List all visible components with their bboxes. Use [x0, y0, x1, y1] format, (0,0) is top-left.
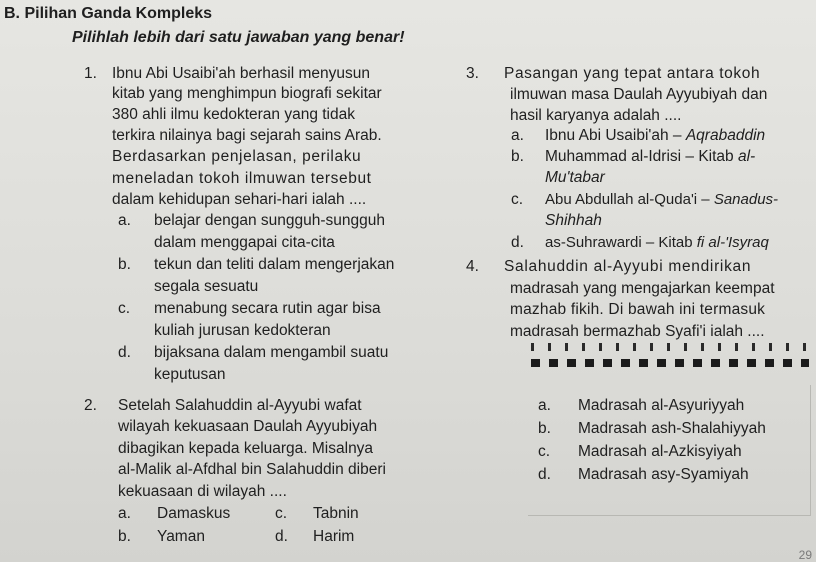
- section-title: B. Pilihan Ganda Kompleks: [4, 5, 213, 22]
- option-c-text-cont: Shihhah: [545, 212, 602, 229]
- instruction: Pilihlah lebih dari satu jawaban yang benar!: [72, 29, 405, 46]
- option-c-line: kuliah jurusan kedokteran: [154, 322, 331, 339]
- option-key: b.: [538, 420, 551, 437]
- option-key: c.: [275, 505, 288, 522]
- option-key: c.: [118, 300, 131, 317]
- option-key: d.: [275, 528, 288, 545]
- option-a-text: Ibnu Abi Usaibi'ah – Aqrabaddin: [545, 127, 766, 144]
- question-line: hasil karyanya adalah ....: [510, 107, 682, 124]
- question-line: wilayah kekuasaan Daulah Ayyubiyah: [118, 418, 378, 435]
- question-line: Salahuddin al-Ayyubi mendirikan: [504, 258, 752, 275]
- option-b-text: Yaman: [157, 528, 205, 545]
- option-a-text: Damaskus: [157, 505, 231, 522]
- question-line: ilmuwan masa Daulah Ayyubiyah dan: [510, 86, 768, 103]
- option-d-line: bijaksana dalam mengambil suatu: [154, 344, 389, 361]
- option-key: b.: [118, 256, 131, 273]
- question-line: mazhab fikih. Di bawah ini termasuk: [510, 301, 766, 318]
- question-line: meneladan tokoh ilmuwan tersebut: [112, 170, 372, 187]
- question-line: kekuasaan di wilayah ....: [118, 483, 287, 500]
- option-b-text: Madrasah ash-Shalahiyyah: [578, 420, 766, 437]
- option-key: a.: [118, 505, 131, 522]
- option-key: b.: [118, 528, 131, 545]
- question-line: Pasangan yang tepat antara tokoh: [504, 65, 761, 82]
- question-line: madrasah bermazhab Syafi'i ialah ....: [510, 323, 765, 340]
- question-line: madrasah yang mengajarkan keempat: [510, 280, 775, 297]
- option-b-line: segala sesuatu: [154, 278, 259, 295]
- decorative-building-illustration: [531, 343, 809, 373]
- option-b-text: Muhammad al-Idrisi – Kitab al-: [545, 148, 756, 165]
- building-window-pattern: [531, 359, 809, 367]
- option-d-text: Madrasah asy-Syamiyah: [578, 466, 749, 483]
- option-key: d.: [118, 344, 131, 361]
- question-number: 3.: [466, 65, 479, 82]
- question-line: al-Malik al-Afdhal bin Salahuddin diberi: [118, 461, 386, 478]
- option-key: d.: [511, 234, 524, 251]
- option-d-text: as-Suhrawardi – Kitab fi al-'Isyraq: [545, 234, 769, 251]
- question-line: Setelah Salahuddin al-Ayyubi wafat: [118, 397, 362, 414]
- option-d-line: keputusan: [154, 366, 226, 383]
- option-a-line: dalam menggapai cita-cita: [154, 234, 335, 251]
- option-key: a.: [538, 397, 551, 414]
- option-a-text: Madrasah al-Asyuriyyah: [578, 397, 745, 414]
- option-key: c.: [511, 191, 524, 208]
- option-key: a.: [511, 127, 524, 144]
- option-c-text: Abu Abdullah al-Quda'i – Sanadus-: [545, 191, 779, 208]
- option-b-text-cont: Mu'tabar: [545, 169, 605, 186]
- option-d-text: Harim: [313, 528, 355, 545]
- question-line: 380 ahli ilmu kedokteran yang tidak: [112, 106, 355, 123]
- question-number: 1.: [84, 65, 97, 82]
- option-c-text: Tabnin: [313, 505, 359, 522]
- question-line: Berdasarkan penjelasan, perilaku: [112, 148, 362, 165]
- option-b-line: tekun dan teliti dalam mengerjakan: [154, 256, 395, 273]
- option-key: b.: [511, 148, 524, 165]
- option-key: d.: [538, 466, 551, 483]
- building-roof-pattern: [531, 343, 809, 351]
- question-line: Ibnu Abi Usaibi'ah berhasil menyusun: [112, 65, 371, 82]
- question-number: 4.: [466, 258, 479, 275]
- option-key: c.: [538, 443, 551, 460]
- question-line: dibagikan kepada keluarga. Misalnya: [118, 440, 374, 457]
- question-number: 2.: [84, 397, 97, 414]
- option-c-line: menabung secara rutin agar bisa: [154, 300, 381, 317]
- question-line: terkira nilainya bagi sejarah sains Arab.: [112, 127, 382, 144]
- question-line: kitab yang menghimpun biografi sekitar: [112, 85, 382, 102]
- option-c-text: Madrasah al-Azkisyiyah: [578, 443, 742, 460]
- option-key: a.: [118, 212, 131, 229]
- question-line: dalam kehidupan sehari-hari ialah ....: [112, 191, 367, 208]
- option-a-line: belajar dengan sungguh-sungguh: [154, 212, 385, 229]
- page-number: 29: [798, 548, 812, 562]
